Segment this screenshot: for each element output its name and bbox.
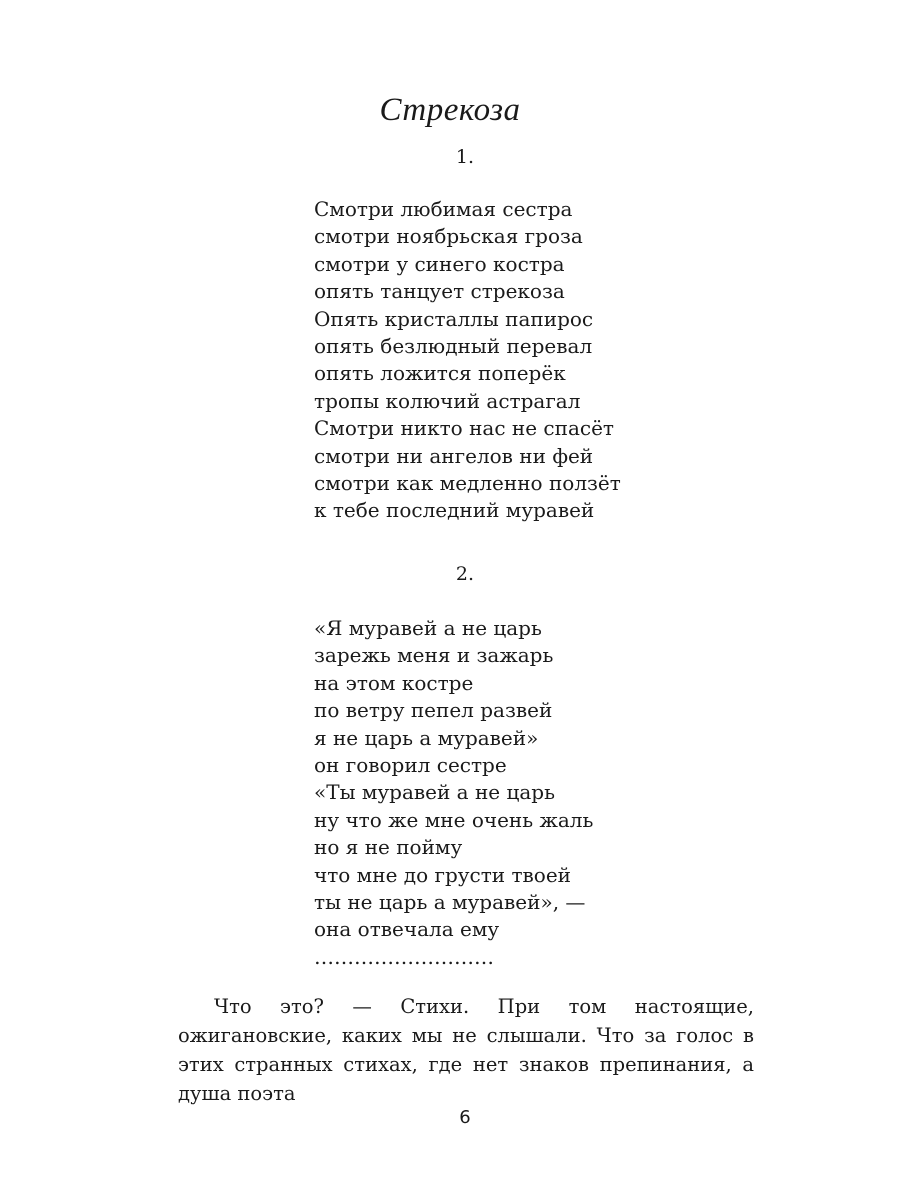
section-number: 1. — [455, 146, 475, 168]
poem-line: смотри как медленно ползёт — [314, 471, 621, 496]
poem-line: Опять кристаллы папирос — [314, 306, 594, 331]
poem-line: опять танцует стрекоза — [314, 279, 565, 304]
poem-line: на этом костре — [314, 670, 474, 695]
poem-line: Смотри никто нас не спасёт — [314, 416, 614, 441]
poem-line: опять ложится поперёк — [314, 361, 566, 386]
poem-line: к тебе последний муравей — [314, 498, 595, 523]
poem-line: она отвечала ему — [314, 917, 500, 942]
poem-line: тропы колючий астрагал — [314, 388, 581, 413]
poem-title: Стрекоза — [379, 92, 521, 128]
stanza-1 — [314, 196, 621, 525]
poem-line: зарежь меня и зажарь — [314, 643, 554, 668]
poem-line: «Я муравей а не царь — [314, 616, 542, 640]
poem-line: что мне до грусти твоей — [314, 862, 572, 887]
section-number: 2. — [455, 563, 475, 585]
poem-ellipsis: ……………………… — [314, 944, 494, 969]
poem-line: он говорил сестре — [314, 753, 507, 778]
poem-line: ну что же мне очень жаль — [314, 807, 594, 832]
page-number: 6 — [459, 1107, 471, 1128]
poem-line: ты не царь а муравей», — — [314, 890, 586, 915]
poem-line: «Ты муравей а не царь — [314, 780, 555, 805]
poem-line: Смотри любимая сестра — [314, 197, 573, 221]
poem-line: смотри ни ангелов ни фей — [314, 443, 594, 468]
poem-line: смотри ноябрьская гроза — [314, 224, 583, 249]
poem-line: я не царь а муравей» — [314, 725, 539, 750]
poem-line: опять безлюдный перевал — [314, 334, 593, 359]
prose-paragraph: Что это? — Стихи. При том настоящие, ожигановские, каких мы не слышали. Что за голос в этих странных стихах, где нет знаков препинания, а душа поэта — [178, 995, 754, 1105]
poem-line: по ветру пепел развей — [314, 698, 553, 723]
poem-line: но я не пойму — [314, 835, 463, 860]
poem-line: смотри у синего костра — [314, 251, 565, 276]
stanza-2 — [314, 615, 593, 971]
